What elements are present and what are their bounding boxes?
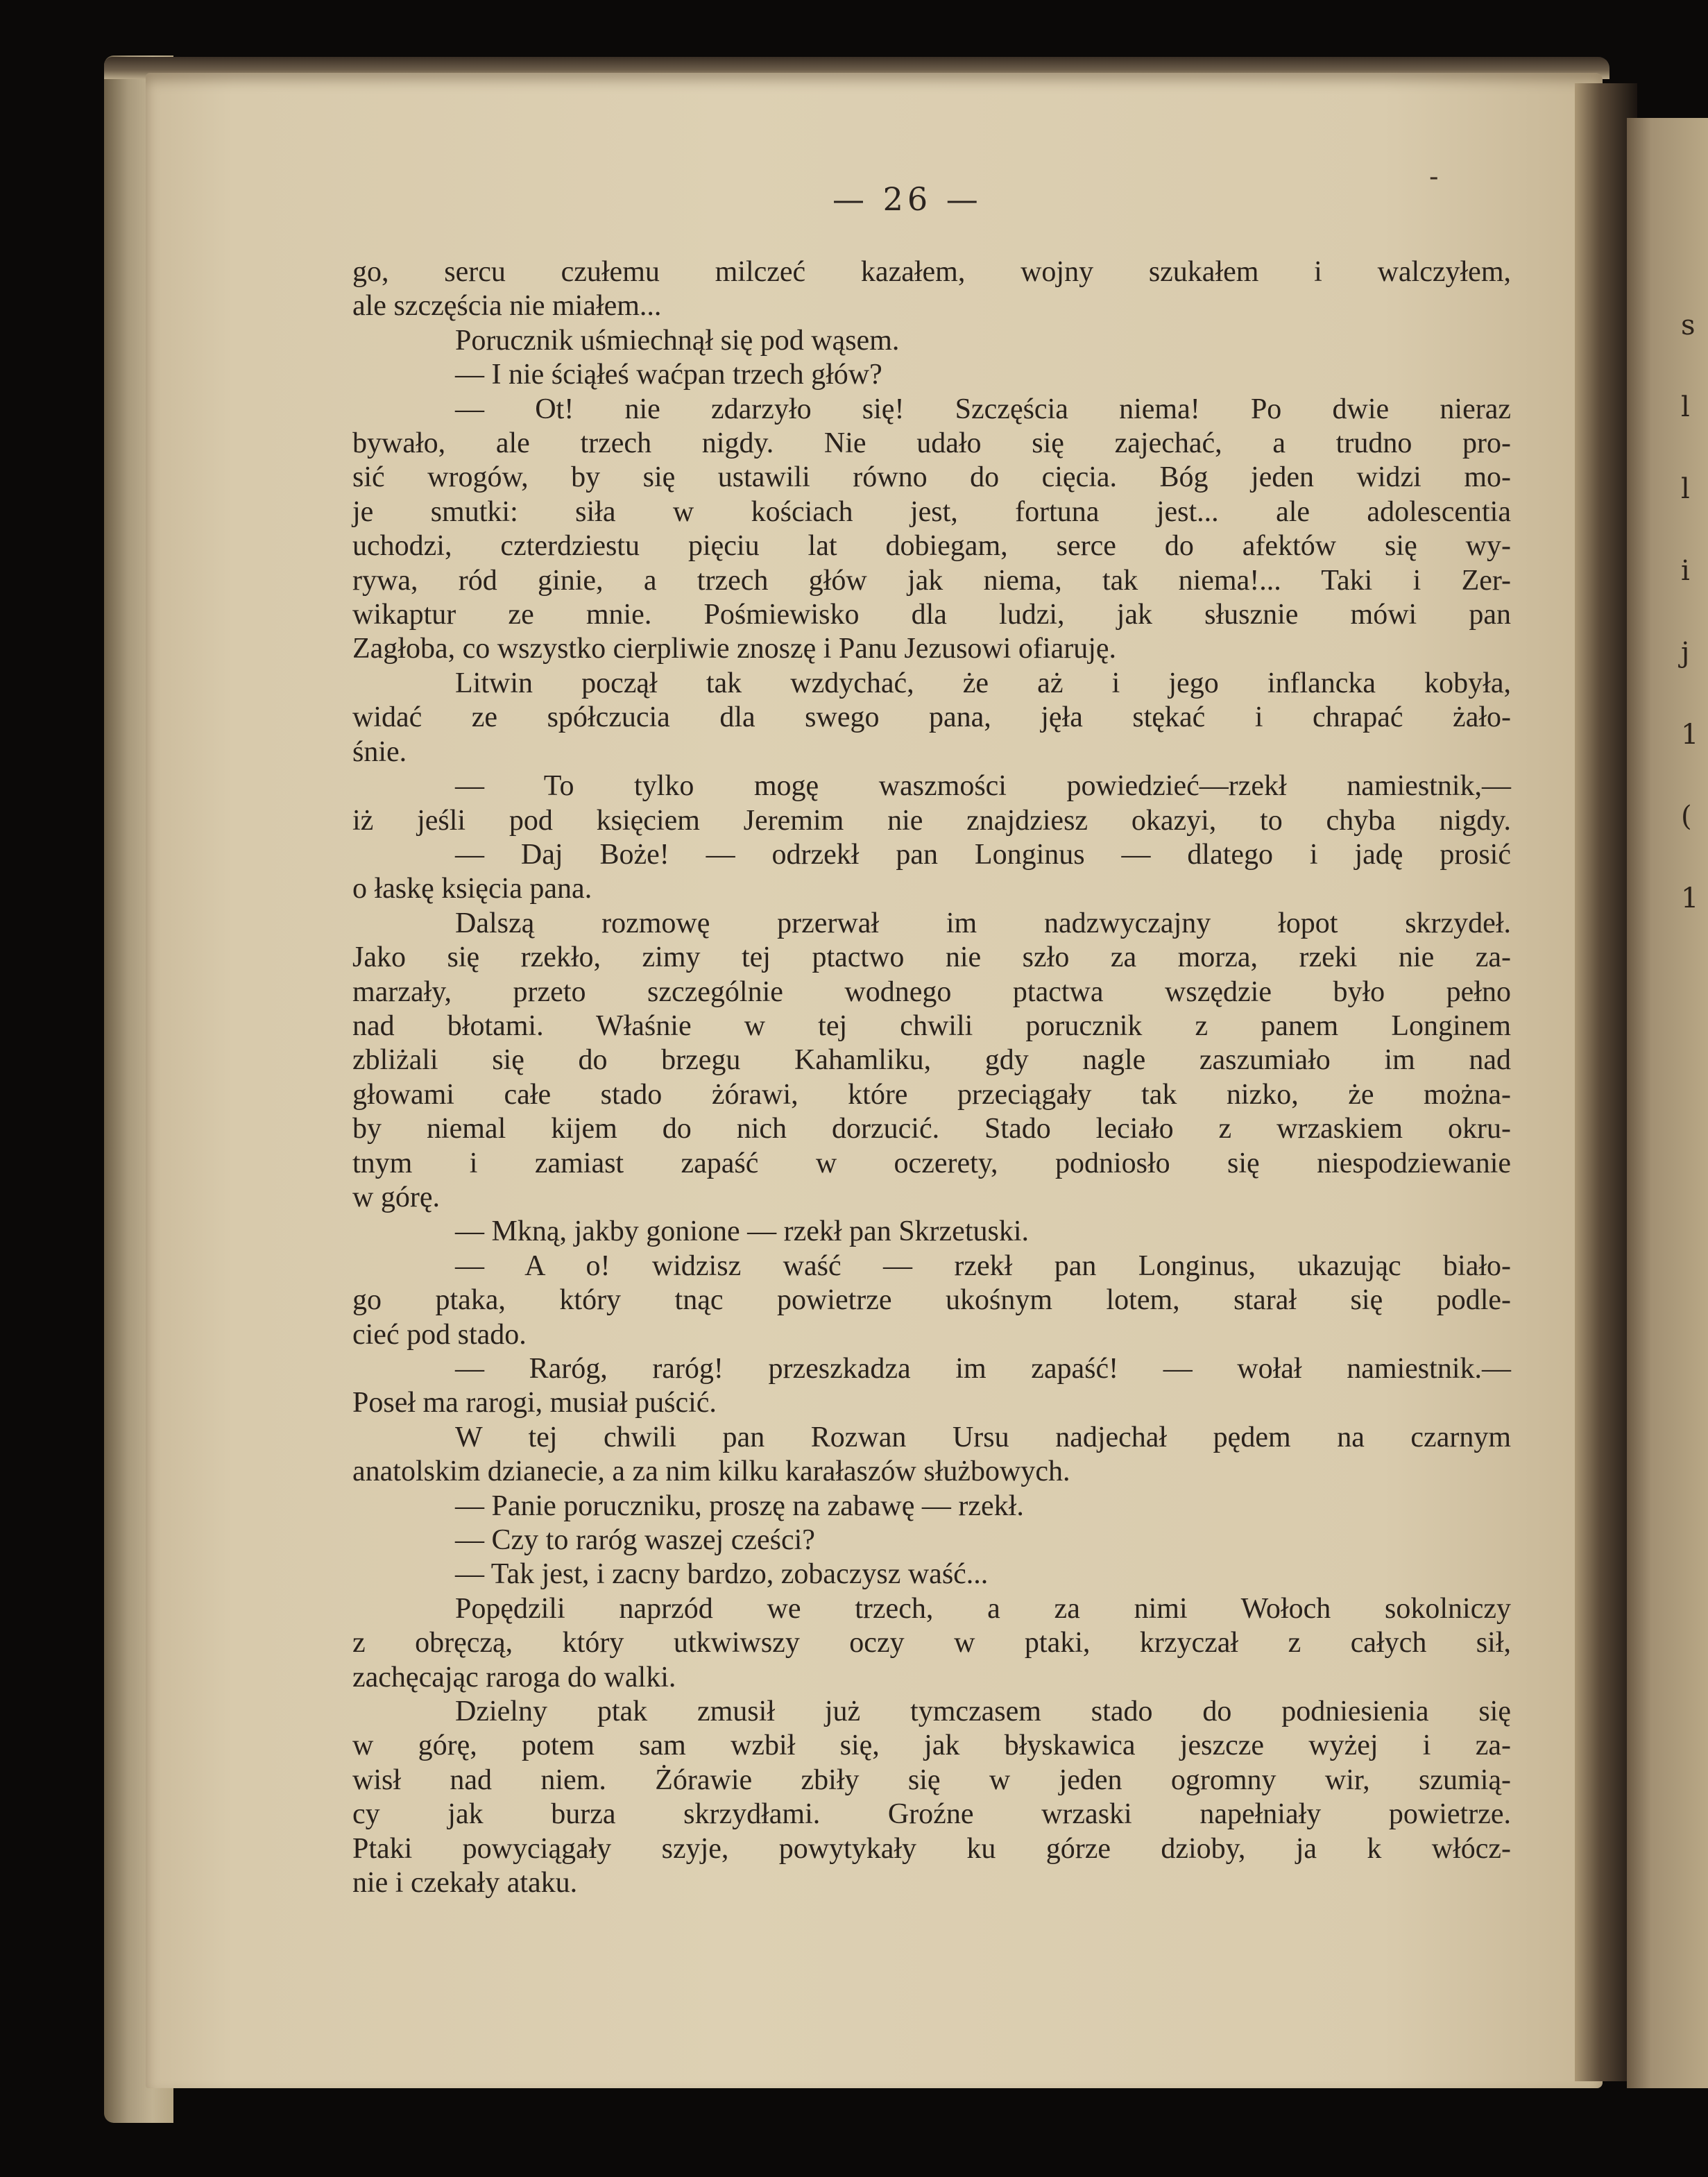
next-page-edge [1627, 118, 1708, 2088]
text-line: — Mkną, jakby gonione — rzekł pan Skrzetuski. [455, 1215, 1029, 1248]
text-line: nad błotami. Właśnie w tej chwili porucznik z panem Longinem [352, 1009, 1511, 1042]
text-line: nie i czekały ataku. [352, 1867, 578, 1899]
text-line: Dalszą rozmowę przerwał im nadzwyczajny łopot skrzydeł. [455, 907, 1511, 939]
text-line: Popędzili naprzód we trzech, a za nimi Wołoch sokolniczy [455, 1592, 1511, 1625]
text-line: je smutki: siła w kościach jest, fortuna jest... ale adolescentia [352, 495, 1511, 528]
text-line: cieć pod stado. [352, 1318, 527, 1351]
text-line: Dzielny ptak zmusił już tymczasem stado do podniesienia się [455, 1696, 1511, 1728]
text-line: — Tak jest, i zacny bardzo, zobaczysz waść... [455, 1558, 989, 1591]
text-line: — I nie ściąłeś waćpan trzech głów? [455, 359, 882, 391]
text-line: — To tylko mogę waszmości powiedzieć—rzekł namiestnik,— [455, 770, 1511, 803]
text-line: tnym i zamiast zapaść w oczerety, podniosło się niespodziewanie [352, 1147, 1511, 1179]
body-text [352, 255, 1511, 1901]
text-line: w górę. [352, 1181, 440, 1213]
text-line: śnie. [352, 735, 407, 768]
text-line: cy jak burza skrzydłami. Groźne wrzaski napełniały powietrze. [352, 1798, 1511, 1831]
text-line: zbliżali się do brzegu Kahamliku, gdy nagle zaszumiało im nad [352, 1044, 1511, 1077]
text-line: ale szczęścia nie miałem... [352, 290, 662, 323]
text-line: wisł nad niem. Żórawie zbiły się w jeden ogromny wir, szumią- [352, 1764, 1511, 1796]
text-line: W tej chwili pan Rozwan Ursu nadjechał pędem na czarnym [455, 1421, 1511, 1453]
text-line: anatolskim dzianecie, a za nim kilku karałaszów służbowych. [352, 1455, 1070, 1488]
text-line: o łaskę księcia pana. [352, 873, 592, 905]
text-line: widać ze spółczucia dla swego pana, jęła stękać i chrapać żało- [352, 701, 1511, 734]
text-line: Ptaki powyciągały szyje, powytykały ku górze dzioby, ja k włócz- [352, 1832, 1511, 1865]
text-line: — Czy to raróg waszej cześci? [455, 1524, 815, 1557]
text-line: Litwin począł tak wzdychać, że aż i jego inflancka kobyła, [455, 667, 1511, 699]
text-line: głowami całe stado żórawi, które przeciągały tak nizko, że można- [352, 1078, 1511, 1111]
corner-mark: - [1429, 161, 1439, 193]
text-line: — Panie poruczniku, proszę na zabawę — rzekł. [455, 1489, 1024, 1522]
text-line: bywało, ale trzech nigdy. Nie udało się zajechać, a trudno pro- [352, 427, 1511, 460]
text-line: Jako się rzekło, zimy tej ptactwo nie szło za morza, rzeki nie za- [352, 941, 1511, 974]
page-number: — 26 — [832, 180, 982, 218]
text-line: marzały, przeto szczególnie wodnego ptactwa wszędzie było pełno [352, 975, 1511, 1008]
text-line: uchodzi, czterdziestu pięciu lat dobiegam, serce do afektów się wy- [352, 530, 1511, 563]
text-line: Porucznik uśmiechnął się pod wąsem. [455, 324, 900, 357]
text-line: w górę, potem sam wzbił się, jak błyskawica jeszcze wyżej i za- [352, 1730, 1511, 1762]
next-page-fragments: s l l i j 1 ( 1 [1681, 309, 1699, 914]
text-line: go ptaka, który tnąc powietrze ukośnym lotem, starał się podle- [352, 1284, 1511, 1317]
text-line: Poseł ma rarogi, musiał puścić. [352, 1387, 717, 1419]
text-line: go, sercu czułemu milczeć kazałem, wojny szukałem i walczyłem, [352, 256, 1511, 288]
text-line: iż jeśli pod księciem Jeremim nie znajdziesz okazyi, to chyba nigdy. [352, 804, 1511, 837]
text-line: sić wrogów, by się ustawili równo do cięcia. Bóg jeden widzi mo- [352, 461, 1511, 494]
text-line: rywa, ród ginie, a trzech głów jak niema, tak niema!... Taki i Zer- [352, 564, 1511, 597]
text-line: by niemal kijem do nich dorzucić. Stado leciało z wrzaskiem okru- [352, 1113, 1511, 1145]
text-line: — Ot! nie zdarzyło się! Szczęścia niema! Po dwie nieraz [455, 393, 1511, 425]
text-line: wikaptur ze mnie. Pośmiewisko dla ludzi, jak słusznie mówi pan [352, 599, 1511, 631]
text-line: z obręczą, który utkwiwszy oczy w ptaki, krzyczał z całych sił, [352, 1627, 1511, 1659]
text-line: — Raróg, raróg! przeszkadza im zapaść! — wołał namiestnik.— [455, 1353, 1511, 1385]
text-line: — A o! widzisz waść — rzekł pan Longinus, ukazując biało- [455, 1249, 1511, 1282]
text-line: zachęcając raroga do walki. [352, 1661, 676, 1693]
text-line: Zagłoba, co wszystko cierpliwie znoszę i Panu Jezusowi ofiaruję. [352, 633, 1117, 665]
text-line: — Daj Boże! — odrzekł pan Longinus — dlatego i jadę prosić [455, 838, 1511, 871]
